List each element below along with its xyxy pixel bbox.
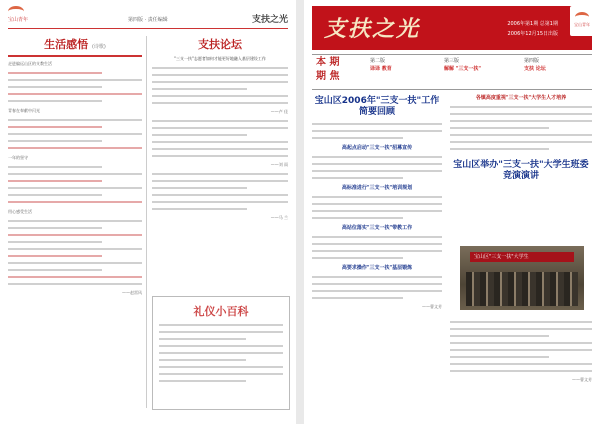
text-line bbox=[152, 127, 288, 129]
review-subhead-3: 高站位落实"三支一扶"带教工作 bbox=[341, 225, 413, 231]
text-line bbox=[450, 321, 592, 323]
text-line bbox=[450, 349, 592, 351]
left-header bbox=[8, 6, 288, 29]
text-line bbox=[312, 156, 442, 158]
left-page bbox=[0, 0, 296, 424]
review-headline: 宝山区2006年"三支一扶"工作简要回顾 bbox=[314, 96, 440, 117]
issue-number: 2006年第1期 总第1期 bbox=[507, 21, 558, 27]
text-line bbox=[312, 177, 403, 179]
text-line bbox=[152, 141, 288, 143]
text-line bbox=[8, 269, 102, 271]
speech-article bbox=[450, 316, 592, 387]
title-rule bbox=[8, 55, 142, 57]
text-line bbox=[8, 119, 142, 121]
forum-signature-3: ——马 兰 bbox=[270, 215, 288, 220]
toc-label-2: 期 焦 bbox=[316, 71, 340, 82]
text-line bbox=[8, 227, 102, 229]
logo-swoosh-icon bbox=[575, 12, 589, 22]
text-line bbox=[8, 133, 142, 135]
toc-edition-2[interactable] bbox=[370, 57, 392, 73]
text-line bbox=[8, 147, 142, 149]
text-line bbox=[152, 81, 288, 83]
text-line bbox=[159, 324, 283, 326]
text-line bbox=[152, 180, 288, 182]
poem-title-4: 用心感受生活 bbox=[8, 209, 32, 214]
text-line bbox=[312, 290, 442, 292]
toc-edition-2-number: 第二版 bbox=[370, 58, 386, 64]
toc-edition-2-topic: 译译 教育 bbox=[370, 66, 392, 72]
text-line bbox=[312, 236, 442, 238]
forum-column bbox=[152, 36, 288, 225]
text-line bbox=[159, 338, 246, 340]
text-line bbox=[8, 126, 102, 128]
toc-label-1: 本 期 bbox=[316, 57, 340, 68]
text-line bbox=[152, 134, 247, 136]
toc-edition-4-number: 第四版 bbox=[524, 58, 540, 64]
text-line bbox=[152, 208, 247, 210]
group-photo bbox=[460, 246, 584, 310]
text-line bbox=[152, 102, 288, 104]
forum-title: 支扶论坛 bbox=[198, 38, 242, 51]
text-line bbox=[8, 79, 142, 81]
text-line bbox=[450, 113, 592, 115]
text-line bbox=[8, 220, 142, 222]
toc-edition-4-topic: 支扶 论坛 bbox=[524, 66, 546, 72]
text-line bbox=[450, 134, 592, 136]
text-line bbox=[8, 201, 142, 203]
text-line bbox=[312, 243, 442, 245]
review-signature: ——曹文芳 bbox=[422, 304, 442, 309]
issue-date: 2006年12月15日出版 bbox=[507, 31, 558, 37]
speech-headline: 宝山区举办"三支一扶"大学生班委竞演演讲 bbox=[453, 160, 589, 181]
text-line bbox=[159, 359, 246, 361]
text-line bbox=[450, 363, 592, 365]
text-line bbox=[312, 203, 442, 205]
text-line bbox=[312, 123, 442, 125]
text-line bbox=[159, 380, 246, 382]
forum-signature-1: ——卢 佳 bbox=[270, 109, 288, 114]
review-subhead-1: 高起点启动"三支一扶"招募宣传 bbox=[341, 145, 413, 151]
life-insights-title-text: 生活感悟 bbox=[44, 38, 89, 51]
text-line bbox=[8, 276, 142, 278]
masthead-title: 支扶之光 bbox=[324, 16, 421, 42]
masthead-logo bbox=[570, 6, 594, 36]
poem-title-2: 青春在奉献中闪光 bbox=[8, 108, 40, 113]
masthead-logo-text: 宝山青年 bbox=[574, 22, 590, 27]
review-subhead-2: 高标准进行"三支一扶"培训规划 bbox=[341, 185, 413, 191]
review-subhead-4: 高要求操作"三支一扶"基层锻炼 bbox=[341, 265, 413, 271]
text-line bbox=[159, 352, 283, 354]
text-line bbox=[312, 137, 403, 139]
text-line bbox=[8, 166, 102, 168]
text-line bbox=[8, 255, 102, 257]
speech-signature: ——曹文芳 bbox=[572, 377, 592, 382]
text-line bbox=[8, 234, 142, 236]
text-line bbox=[152, 95, 288, 97]
text-line bbox=[8, 283, 142, 285]
text-line bbox=[159, 373, 283, 375]
text-line bbox=[8, 262, 142, 264]
table-of-contents bbox=[312, 54, 592, 90]
text-line bbox=[312, 163, 442, 165]
column-divider bbox=[146, 36, 147, 408]
text-line bbox=[152, 67, 288, 69]
masthead-banner bbox=[312, 6, 592, 50]
text-line bbox=[8, 241, 102, 243]
text-line bbox=[450, 120, 592, 122]
text-line bbox=[8, 248, 142, 250]
forum-signature-2: ——刘 雨 bbox=[270, 162, 288, 167]
toc-edition-3-topic: 解解 "三支一扶" bbox=[444, 66, 481, 72]
right-page bbox=[304, 0, 600, 424]
text-line bbox=[8, 86, 102, 88]
text-line bbox=[312, 250, 442, 252]
text-line bbox=[450, 148, 549, 150]
text-line bbox=[450, 342, 592, 344]
text-line bbox=[450, 356, 549, 358]
text-line bbox=[152, 201, 288, 203]
photo-banner-text: 宝山区"三支一扶"大学生 bbox=[474, 254, 529, 260]
life-insights-signature: ——赵雷风 bbox=[122, 290, 142, 295]
life-insights-column bbox=[8, 36, 142, 300]
text-line bbox=[8, 180, 102, 182]
text-line bbox=[312, 170, 442, 172]
text-line bbox=[8, 194, 102, 196]
text-line bbox=[8, 93, 142, 95]
text-line bbox=[152, 187, 247, 189]
text-line bbox=[152, 88, 247, 90]
forum-intro: "三支一扶"志愿者如何才能更好地融入基层建设工作 bbox=[174, 56, 266, 61]
etiquette-title: 礼仪小百科 bbox=[193, 305, 249, 318]
text-line bbox=[159, 331, 283, 333]
poem-title-3: 一年的坚守 bbox=[8, 155, 28, 160]
review-column bbox=[312, 94, 442, 314]
text-line bbox=[312, 210, 442, 212]
text-line bbox=[8, 100, 102, 102]
text-line bbox=[450, 127, 549, 129]
text-line bbox=[450, 106, 592, 108]
text-line bbox=[312, 130, 442, 132]
poem-title-1: 走进偏远山区的支教生活 bbox=[8, 61, 52, 66]
text-line bbox=[312, 276, 442, 278]
text-line bbox=[312, 283, 442, 285]
text-line bbox=[8, 72, 102, 74]
life-insights-title-sub: (诗歌) bbox=[91, 44, 106, 50]
left-header-corner: 支扶之光 bbox=[251, 15, 288, 25]
text-line bbox=[152, 74, 288, 76]
photo-people bbox=[466, 272, 578, 306]
text-line bbox=[152, 194, 288, 196]
towns-column bbox=[450, 94, 592, 183]
text-line bbox=[159, 345, 283, 347]
text-line bbox=[8, 187, 142, 189]
text-line bbox=[312, 297, 403, 299]
text-line bbox=[152, 155, 288, 157]
text-line bbox=[152, 148, 288, 150]
etiquette-box bbox=[152, 296, 290, 410]
logo-swoosh-icon bbox=[8, 6, 24, 17]
toc-edition-4[interactable] bbox=[524, 57, 546, 73]
life-insights-title bbox=[8, 36, 142, 52]
toc-edition-3[interactable] bbox=[444, 57, 481, 73]
text-line bbox=[152, 120, 288, 122]
text-line bbox=[450, 335, 549, 337]
youth-logo bbox=[8, 6, 28, 23]
toc-edition-3-number: 第三版 bbox=[444, 58, 460, 64]
text-line bbox=[312, 217, 403, 219]
text-line bbox=[450, 328, 592, 330]
text-line bbox=[312, 196, 442, 198]
left-header-meta: 第四版 · 责任编辑 bbox=[128, 17, 168, 23]
text-line bbox=[152, 173, 288, 175]
towns-headline: 各镇高度重视"三支一扶"大学生人才培养 bbox=[475, 95, 567, 101]
text-line bbox=[159, 366, 283, 368]
text-line bbox=[8, 173, 142, 175]
text-line bbox=[312, 257, 403, 259]
text-line bbox=[450, 141, 592, 143]
text-line bbox=[450, 370, 592, 372]
logo-text: 宝山青年 bbox=[8, 17, 29, 23]
text-line bbox=[8, 140, 102, 142]
